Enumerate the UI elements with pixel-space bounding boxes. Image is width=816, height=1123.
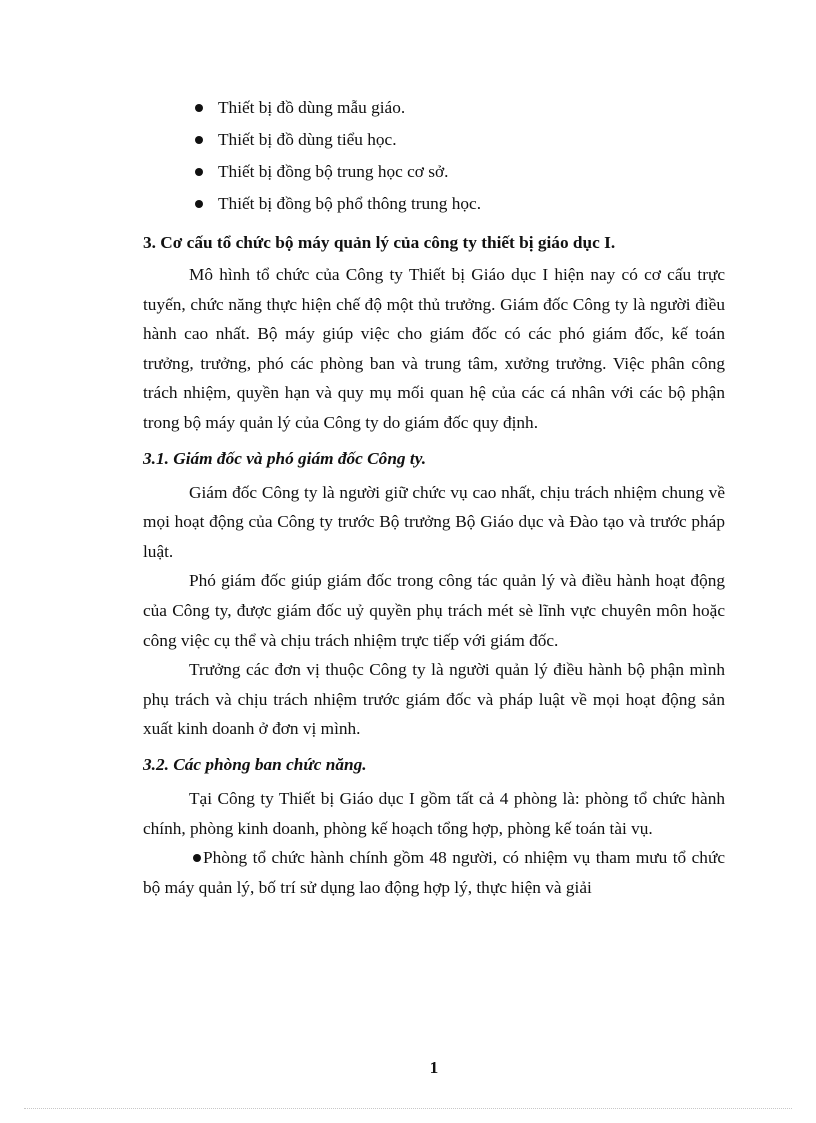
admin-department-bullet [143,843,725,902]
unit-heads-paragraph: Trưởng các đơn vị thuộc Công ty là người quản lý điều hành bộ phận mình phụ trách và chịu trách nhiệm trước giám đốc và pháp luật về mọi hoạt động sản xuất kinh doanh ở đơn vị mình. [143,660,725,739]
admin-department-text: Phòng tổ chức hành chính gồm 48 người, có nhiệm vụ tham mưu tổ chức bộ máy quản lý, bố trí sử dụng lao động hợp lý, thực hiện và giải [143,848,725,897]
page-bottom-divider [24,1108,792,1109]
list-item [143,124,725,156]
page-content [143,92,725,902]
page-number: 1 [429,1058,439,1077]
bullet-dot-icon [195,136,203,144]
list-item [143,188,725,220]
list-item-text: Thiết bị đồ dùng tiểu học. [218,130,397,149]
departments-paragraph: Tại Công ty Thiết bị Giáo dục I gồm tất cả 4 phòng là: phòng tổ chức hành chính, phòng kinh doanh, phòng kế hoạch tổng hợp, phòng kế toán tài vụ. [143,788,725,838]
list-item-text: Thiết bị đồ dùng mẫu giáo. [218,98,406,117]
bullet-dot-icon [195,168,203,176]
director-paragraph: Giám đốc Công ty là người giữ chức vụ cao nhất, chịu trách nhiệm chung về mọi hoạt động của Công ty trước Bộ trưởng Bộ Giáo dục và Đào tạo và trước pháp luật. [143,482,725,561]
list-item [143,92,725,124]
list-item [143,156,725,188]
list-item-text: Thiết bị đồng bộ phổ thông trung học. [218,194,482,213]
section-3-heading: 3. Cơ cấu tổ chức bộ máy quản lý của công ty thiết bị giáo dục I. [143,233,616,252]
deputy-director-paragraph: Phó giám đốc giúp giám đốc trong công tác quản lý và điều hành hoạt động của Công ty, được giám đốc uỷ quyền phụ trách mét sè lĩnh vực chuyên môn hoặc công việc cụ thể và chịu trách nhiệm trực tiếp với giám đốc. [143,571,725,650]
section-3-2-heading: 3.2. Các phòng ban chức năng. [143,754,367,774]
list-item-text: Thiết bị đồng bộ trung học cơ sở. [218,162,449,181]
bullet-dot-icon [195,104,203,112]
equipment-bullet-list [143,92,725,220]
section-3-paragraph: Mô hình tổ chức của Công ty Thiết bị Giáo dục I hiện nay có cơ cấu trực tuyến, chức năng thực hiện chế độ một thủ trưởng. Giám đốc Công ty là người điều hành cao nhất. Bộ máy giúp việc cho giám đốc có các phó giám đốc, kế toán trưởng, trưởng, phó các phòng ban và trung tâm, xưởng trưởng. Việc phân công trách nhiệm, quyền hạn và quy mụ mối quan hệ của các cá nhân với các bộ phận trong bộ máy quản lý của Công ty do giám đốc quy định. [143,265,725,432]
section-3-1-heading: 3.1. Giám đốc và phó giám đốc Công ty. [143,448,427,468]
bullet-dot-icon [195,200,203,208]
